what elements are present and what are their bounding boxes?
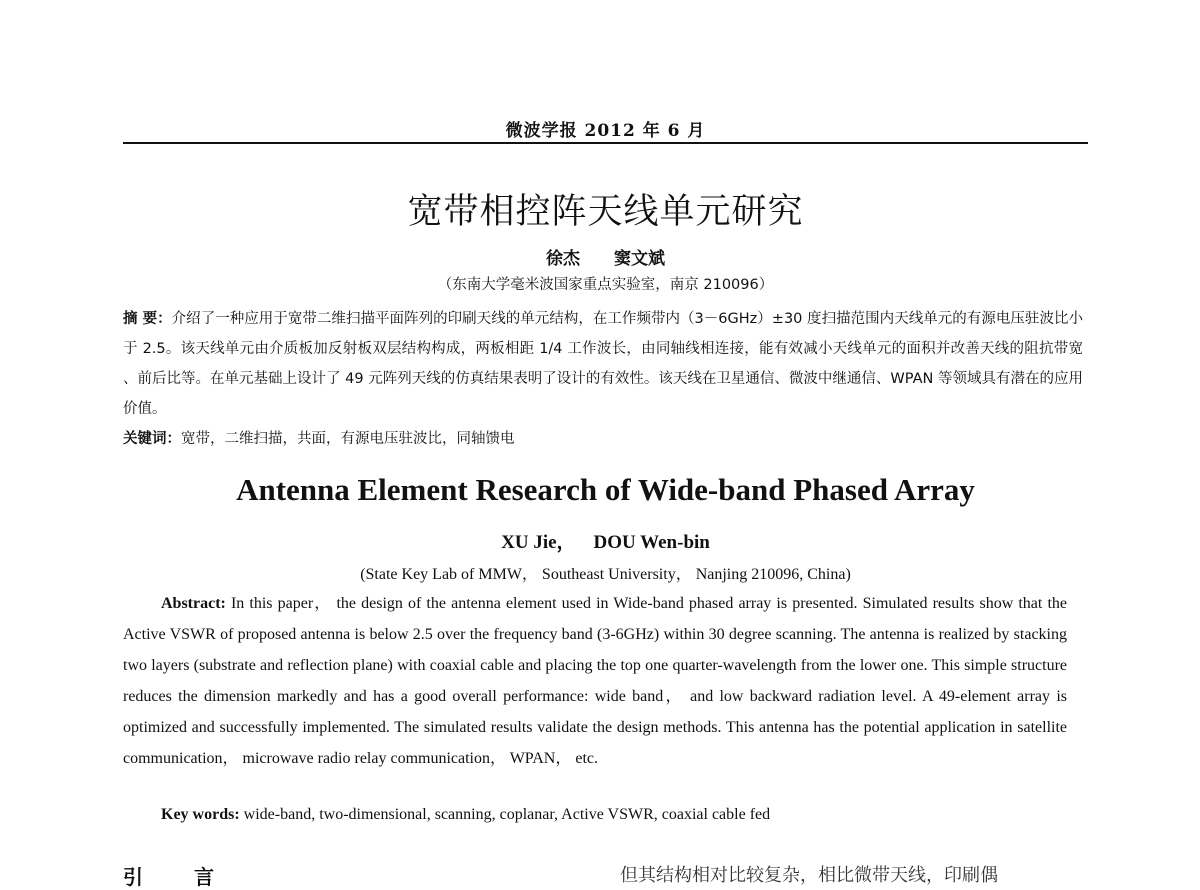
author-cn-1: 徐杰 bbox=[546, 249, 580, 269]
author-en-1: XU Jie， bbox=[501, 532, 576, 553]
abstract-cn-block bbox=[123, 304, 1083, 454]
abstract-en-text: In this paper， the design of the antenna element used in Wide-band phased array is presented. Simulated results show that the Active VSWR of proposed antenna is below 2.5 over the frequency band (3-6GHz) within 30 degree scanning. The antenna is realized by stacking two layers (substrate and reflection plane) with coaxial cable and placing the top one quarter-wavelength from the lower one. This simple structure reduces the dimension markedly and has a good overall performance: wide band， and low backward radiation level. A 49-element array is optimized and successfully implemented. The simulated results validate the design methods. This antenna has the potential application in satellite communication， microwave radio relay communication， WPAN， etc. bbox=[123, 595, 1067, 767]
authors-en bbox=[123, 527, 1088, 554]
abstract-cn bbox=[123, 304, 1083, 424]
keywords-cn bbox=[123, 424, 1083, 454]
intro-heading: 引 言 bbox=[123, 865, 236, 889]
right-column-fragment: 但其结构相对比较复杂，相比微带天线，印刷偶 bbox=[620, 865, 998, 886]
title-cn: 宽带相控阵天线单元研究 bbox=[407, 192, 804, 232]
abstract-cn-label: 摘 要： bbox=[123, 311, 172, 327]
abstract-en-label: Abstract: bbox=[161, 595, 226, 612]
keywords-en bbox=[161, 806, 1067, 824]
journal-header: 微波学报 2012 年 6 月 bbox=[505, 121, 706, 141]
author-cn-2: 窦文斌 bbox=[614, 249, 665, 269]
keywords-en-text: wide-band, two-dimensional, scanning, coplanar, Active VSWR, coaxial cable fed bbox=[239, 806, 771, 823]
keywords-cn-text: 宽带，二维扫描，共面，有源电压驻波比，同轴馈电 bbox=[181, 431, 515, 447]
affiliation-en: (State Key Lab of MMW， Southeast University， Nanjing 210096, China) bbox=[360, 566, 851, 583]
abstract-cn-text: 介绍了一种应用于宽带二维扫描平面阵列的印刷天线的单元结构，在工作频带内（3－6GHz）±30 度扫描范围内天线单元的有源电压驻波比小于 2.5。该天线单元由介质板加反射板双层结构构成，两板相距 1/4 工作波长，由同轴线相连接，能有效减小天线单元的面积并改善天线的阻抗带宽 、前后比等。在单元基础上设计了 49 元阵列天线的仿真结果表明了设计的有效性。该天线在卫星通信、微波中继通信、WPAN 等领域具有潜在的应用价值。 bbox=[123, 311, 1083, 417]
keywords-en-label: Key words: bbox=[161, 806, 240, 823]
authors-cn bbox=[123, 244, 1088, 269]
abstract-en bbox=[123, 588, 1067, 774]
header-rule bbox=[123, 142, 1088, 144]
keywords-cn-label: 关键词： bbox=[123, 431, 181, 447]
title-en: Antenna Element Research of Wide-band Phased Array bbox=[236, 472, 975, 507]
affiliation-cn: （东南大学毫米波国家重点实验室，南京 210096） bbox=[437, 277, 774, 293]
author-en-2: DOU Wen-bin bbox=[593, 532, 710, 553]
